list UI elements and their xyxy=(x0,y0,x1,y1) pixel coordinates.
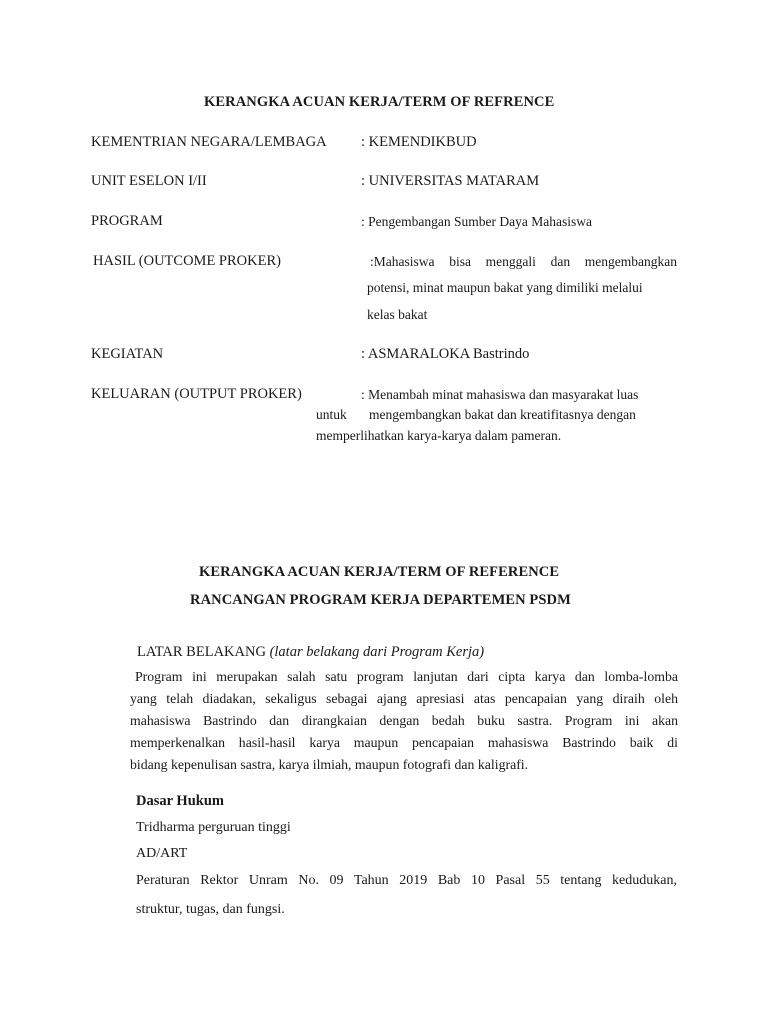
latar-paragraph xyxy=(130,666,678,776)
hasil-label: HASIL (OUTCOME PROKER) xyxy=(93,253,281,269)
peraturan-line-1: Peraturan Rektor Unram No. 09 Tahun 2019 Bab 10 Pasal 55 tentang kedudukan, xyxy=(136,873,677,888)
latar-line-4: memperkenalkan hasil-hasil karya maupun pencapaian mahasiswa Bastrindo baik di xyxy=(130,735,678,750)
latar-heading-text: LATAR BELAKANG xyxy=(137,644,266,660)
latar-line-2: yang telah diadakan, sekaligus sebagai ajang apresiasi atas pencapaian yang diraih oleh xyxy=(130,691,678,706)
dasar-hukum-item-1: Tridharma perguruan tinggi xyxy=(136,820,291,835)
keluaran-value-line-1: : Menambah minat mahasiswa dan masyarakat luas xyxy=(361,387,639,402)
program-label: PROGRAM xyxy=(91,213,163,229)
latar-heading xyxy=(137,644,484,661)
kegiatan-value: : ASMARALOKA Bastrindo xyxy=(361,346,530,362)
doc2-title: KERANGKA ACUAN KERJA/TERM OF REFERENCE xyxy=(199,564,560,580)
kegiatan-label: KEGIATAN xyxy=(91,346,164,362)
hasil-value-line-3: kelas bakat xyxy=(367,307,428,322)
keluaran-value-line-2: mengembangkan bakat dan kreatifitasnya dengan xyxy=(369,407,636,422)
doc2-subtitle: RANCANGAN PROGRAM KERJA DEPARTEMEN PSDM xyxy=(190,592,571,608)
hasil-value-line-1: :Mahasiswa bisa menggali dan mengembangkan xyxy=(370,254,677,269)
keluaran-label: KELUARAN (OUTPUT PROKER) xyxy=(91,386,302,402)
peraturan-line-2: struktur, tugas, dan fungsi. xyxy=(136,902,285,917)
doc1-title: KERANGKA ACUAN KERJA/TERM OF REFRENCE xyxy=(204,94,555,110)
dasar-hukum-item-2: AD/ART xyxy=(136,846,188,861)
latar-line-5: bidang kepenulisan sastra, karya ilmiah, maupun fotografi dan kaligrafi. xyxy=(130,757,529,772)
dasar-hukum-heading: Dasar Hukum xyxy=(136,793,224,809)
kementrian-value: : KEMENDIKBUD xyxy=(361,134,477,150)
hasil-value-line-2: potensi, minat maupun bakat yang dimiliki melalui xyxy=(367,280,643,295)
unit-label: UNIT ESELON I/II xyxy=(91,173,207,189)
keluaran-value-untuk: untuk xyxy=(316,407,347,422)
kementrian-label: KEMENTRIAN NEGARA/LEMBAGA xyxy=(91,134,327,150)
keluaran-value-line-3: memperlihatkan karya-karya dalam pameran. xyxy=(316,428,562,443)
latar-line-1: Program ini merupakan salah satu program lanjutan dari cipta karya dan lomba-lomba xyxy=(135,669,678,684)
latar-heading-note: (latar belakang dari Program Kerja) xyxy=(269,644,485,660)
unit-value: : UNIVERSITAS MATARAM xyxy=(361,173,540,189)
latar-line-3: mahasiswa Bastrindo dan dirangkaian dengan bedah buku sastra. Program ini akan xyxy=(130,713,678,728)
program-value: : Pengembangan Sumber Daya Mahasiswa xyxy=(361,214,592,229)
